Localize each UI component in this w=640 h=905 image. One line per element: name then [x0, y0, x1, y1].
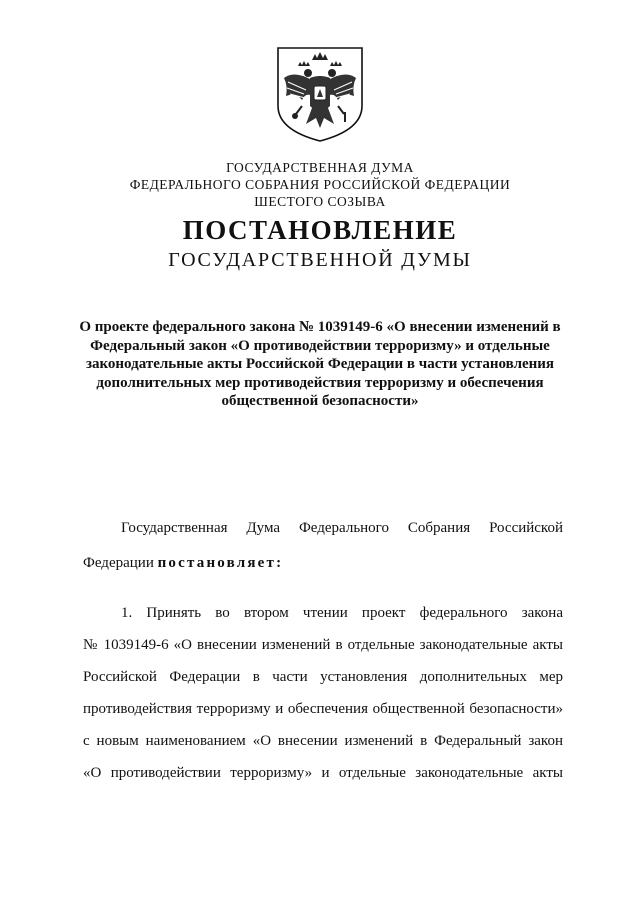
paragraph-line: № 1039149-6 «О внесении изменений в отдельные законодательные акты [83, 637, 563, 653]
paragraph-line: «О противодействии терроризму» и отдельные законодательные акты [83, 765, 563, 781]
paragraph-line: с новым наименованием «О внесении изменений в Федеральный закон [83, 733, 563, 749]
paragraph-line: Российской Федерации в части установления дополнительных мер [83, 669, 563, 685]
heading-line: дополнительных мер противодействия терроризму и обеспечения [96, 374, 544, 391]
preamble-prefix: Федерации [83, 555, 158, 571]
document-subtitle: ГОСУДАРСТВЕННОЙ ДУМЫ [168, 249, 472, 271]
paragraph-line: противодействия терроризму и обеспечения общественной безопасности» [83, 701, 563, 717]
document-title: ПОСТАНОВЛЕНИЕ [182, 215, 458, 245]
paragraph-line: Государственная Дума Федерального Собрания Российской [121, 520, 563, 536]
resolution-heading [70, 318, 570, 411]
org-name-line2: ФЕДЕРАЛЬНОГО СОБРАНИЯ РОССИЙСКОЙ ФЕДЕРАЦИИ [129, 177, 511, 192]
heading-line: О проекте федерального закона № 1039149-6 «О внесении изменений в [79, 319, 561, 335]
paragraph-line: 1. Принять во втором чтении проект федерального закона [121, 605, 563, 621]
heading-line: законодательные акты Российской Федерации в части установления [85, 356, 555, 372]
heading-line: общественной безопасности» [221, 393, 419, 409]
paragraph-line [83, 553, 283, 573]
coat-of-arms-emblem [272, 44, 368, 144]
org-name-line1: ГОСУДАРСТВЕННАЯ ДУМА [226, 160, 414, 175]
resolves-keyword: постановляет: [157, 555, 284, 571]
convocation-line: ШЕСТОГО СОЗЫВА [254, 194, 386, 209]
heading-line: Федеральный закон «О противодействии терроризму» и отдельные [90, 337, 550, 354]
